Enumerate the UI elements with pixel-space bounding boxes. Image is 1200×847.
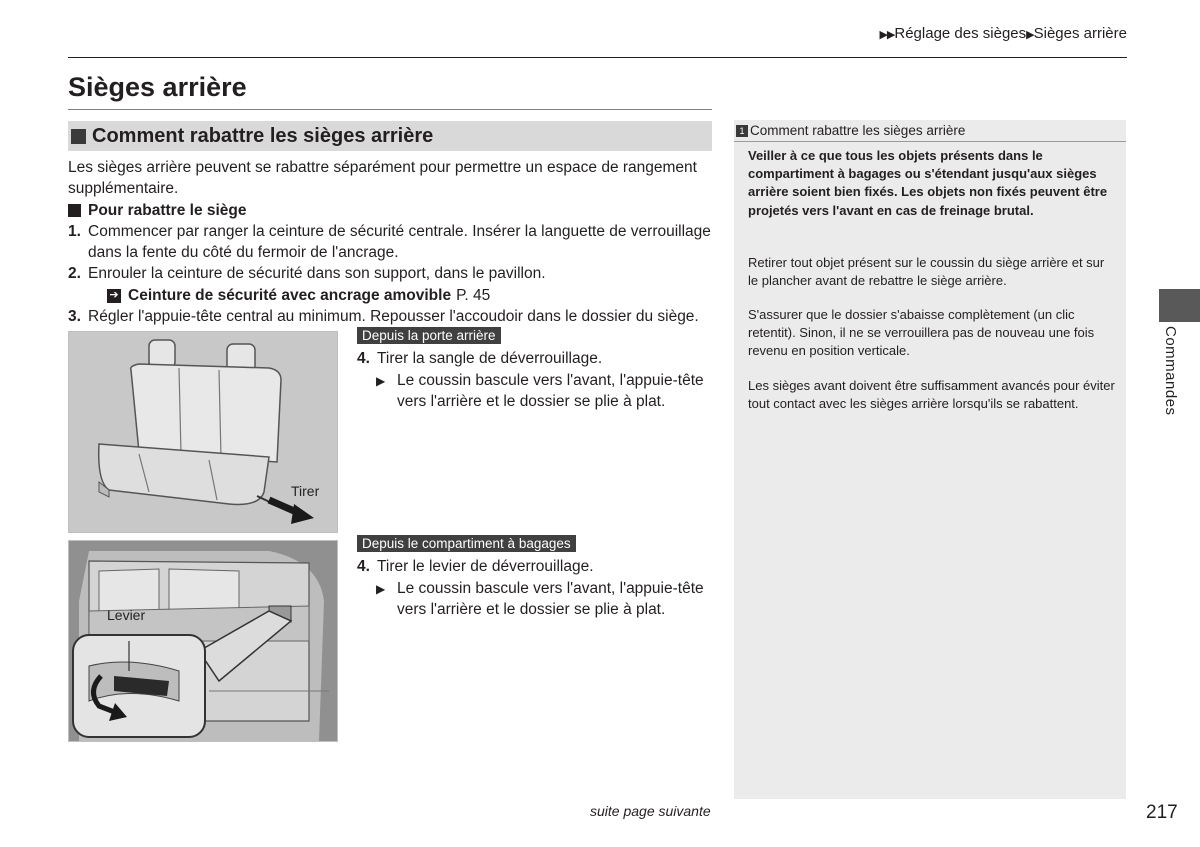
step-number: 2. [68,265,81,282]
warning-note: Veiller à ce que tous les objets présents dans le compartiment à bagages ou s'étendant jusqu'aux sièges arrière soient bien fixés. Les objets non fixés peuvent être projetés vers l'avant en cas de freinage brutal. [748,148,1108,218]
breadcrumb-page[interactable]: Sièges arrière [1033,25,1127,42]
result-text: Le coussin bascule vers l'avant, l'appuie-tête vers l'arrière et le dossier se plie à plat. [397,580,704,618]
note-front-seats: Les sièges avant doivent être suffisamment avancés pour éviter tout contact avec les sièges arrière lorsqu'ils se rabattent. [748,378,1115,412]
note-remove-objects: Retirer tout objet présent sur le coussin du siège arrière et sur le plancher avant de rebattre le siège arrière. [748,255,1105,289]
step-number: 3. [68,308,81,325]
step-4-rear-door [357,348,712,369]
step-text: Tirer le levier de déverrouillage. [377,558,594,575]
side-notes-heading-text: Comment rabattre les sièges arrière [750,123,966,138]
section-heading [68,121,712,151]
double-arrow-icon: ▶▶ [879,29,895,41]
square-bullet-icon [71,129,86,144]
result-triangle-icon: ▶ [376,374,386,388]
figure-label-lever: Levier [107,607,146,623]
step-text: Enrouler la ceinture de sécurité dans son support, dans le pavillon. [88,265,546,282]
section-heading-text: Comment rabattre les sièges arrière [92,124,434,147]
title-rule [68,109,712,110]
reference-arrow-icon: ➔ [107,289,121,303]
step-number: 4. [357,558,370,575]
chapter-tab-label[interactable] [1155,322,1185,427]
subheading [68,200,247,221]
cargo-lever-illustration [68,540,338,742]
step-text: Régler l'appuie-tête central au minimum. Repousser l'accoudoir dans le dossier du siège. [88,308,699,325]
intro-text: Les sièges arrière peuvent se rabattre séparément pour permettre un espace de rangement supplémentaire. [68,159,697,197]
step-2 [68,263,713,284]
chapter-tab-label-text: Commandes [1162,326,1179,416]
step-4-cargo [357,556,712,577]
step-number: 1. [68,223,81,240]
cross-reference[interactable] [107,285,490,306]
rear-seat-illustration [68,331,338,533]
header-rule [68,57,1127,58]
note-seatback-lock: S'assurer que le dossier s'abaisse complètement (un clic retentit). Sinon, il ne se verrouillera pas de nouveau une fois revenu en position verticale. [748,307,1095,359]
side-notes-heading [734,120,1126,142]
page-number: 217 [1146,802,1178,823]
chapter-tab[interactable] [1159,289,1200,322]
procedure-tag: Depuis le compartiment à bagages [357,535,576,552]
procedure-tag: Depuis la porte arrière [357,327,501,344]
side-notes-panel [734,120,1126,799]
xref-title[interactable]: Ceinture de sécurité avec ancrage amovible [128,287,452,304]
step-text: Tirer la sangle de déverrouillage. [377,350,603,367]
step-number: 4. [357,350,370,367]
arrow-icon: ▶ [1026,29,1034,41]
square-bullet-icon [68,204,81,217]
note-marker-icon: 1 [736,125,748,137]
step-text: Commencer par ranger la ceinture de sécurité centrale. Insérer la languette de verrouillage dans la fente du côté du fermoir de l'ancrage. [88,223,711,261]
result-text: Le coussin bascule vers l'avant, l'appuie-tête vers l'arrière et le dossier se plie à plat. [397,372,704,410]
step-1 [68,221,713,263]
figure-label-pull: Tirer [291,483,320,499]
result-rear-door [376,370,712,412]
page-title: Sièges arrière [68,72,247,102]
breadcrumb [879,25,1127,42]
xref-page[interactable]: P. 45 [456,287,491,304]
result-cargo [376,578,712,620]
step-3 [68,306,713,327]
subheading-text: Pour rabattre le siège [88,202,247,219]
continued-note: suite page suivante [590,803,711,819]
breadcrumb-section[interactable]: Réglage des sièges [894,25,1027,42]
result-triangle-icon: ▶ [376,582,386,596]
